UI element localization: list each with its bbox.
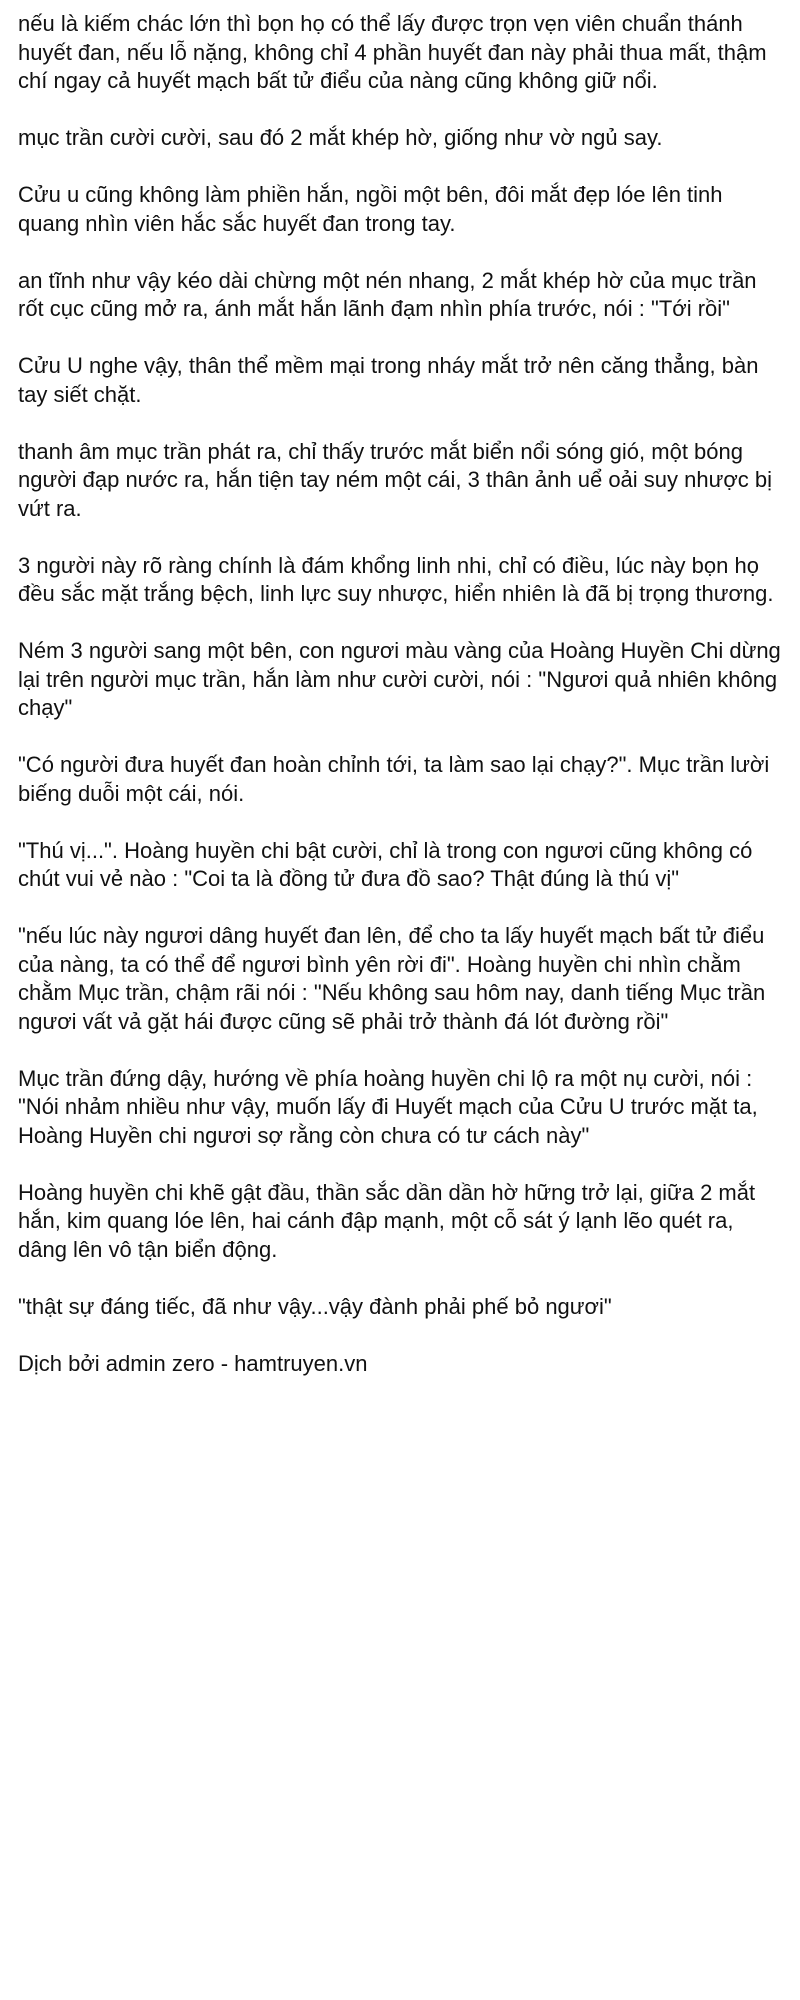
paragraph: Hoàng huyền chi khẽ gật đầu, thần sắc dần dần hờ hững trở lại, giữa 2 mắt hắn, kim quang lóe lên, hai cánh đập mạnh, một cỗ sát ý lạnh lẽo quét ra, dâng lên vô tận biển động. bbox=[18, 1179, 756, 1262]
chapter-text bbox=[18, 10, 788, 1378]
paragraph: "nếu lúc này ngươi dâng huyết đan lên, để cho ta lấy huyết mạch bất tử điểu của nàng, ta có thể để ngươi bình yên rời đi". Hoàng huyền chi nhìn chằm chằm Mục trần, chậm rãi nói : "Nếu không sau hôm nay, danh tiếng Mục trần ngươi vất vả gặt hái được cũng sẽ phải trở thành đá lót đường rồi" bbox=[18, 923, 766, 1034]
paragraph: Cửu u cũng không làm phiền hắn, ngồi một bên, đôi mắt đẹp lóe lên tinh quang nhìn viên hắc sắc huyết đan trong tay. bbox=[18, 182, 723, 236]
paragraph: Mục trần đứng dậy, hướng về phía hoàng huyền chi lộ ra một nụ cười, nói : "Nói nhảm nhiều như vậy, muốn lấy đi Huyết mạch của Cửu U trước mặt ta, Hoàng Huyền chi ngươi sợ rằng còn chưa có tư cách này" bbox=[18, 1065, 758, 1148]
paragraph: nếu là kiếm chác lớn thì bọn họ có thể lấy được trọn vẹn viên chuẩn thánh huyết đan, nếu lỗ nặng, không chỉ 4 phần huyết đan này phải thua mất, thậm chí ngay cả huyết mạch bất tử điểu của nàng cũng không giữ nổi. bbox=[18, 11, 767, 93]
paragraph: "thật sự đáng tiếc, đã như vậy...vậy đành phải phế bỏ ngươi" bbox=[18, 1293, 612, 1319]
translator-credit: Dịch bởi admin zero - hamtruyen.vn bbox=[18, 1350, 368, 1376]
paragraph: "Thú vị...". Hoàng huyền chi bật cười, chỉ là trong con ngươi cũng không có chút vui vẻ nào : "Coi ta là đồng tử đưa đồ sao? Thật đúng là thú vị" bbox=[18, 837, 753, 891]
paragraph: Cửu U nghe vậy, thân thể mềm mại trong nháy mắt trở nên căng thẳng, bàn tay siết chặt. bbox=[18, 353, 759, 407]
paragraph: mục trần cười cười, sau đó 2 mắt khép hờ, giống như vờ ngủ say. bbox=[18, 125, 663, 150]
paragraph: an tĩnh như vậy kéo dài chừng một nén nhang, 2 mắt khép hờ của mục trần rốt cục cũng mở ra, ánh mắt hắn lãnh đạm nhìn phía trước, nói : "Tới rồi" bbox=[18, 267, 757, 321]
paragraph: 3 người này rõ ràng chính là đám khổng linh nhi, chỉ có điều, lúc này bọn họ đều sắc mặt trắng bệch, linh lực suy nhược, hiển nhiên là đã bị trọng thương. bbox=[18, 552, 774, 606]
paragraph: Ném 3 người sang một bên, con ngươi màu vàng của Hoàng Huyền Chi dừng lại trên người mục trần, hắn làm như cười cười, nói : "Ngươi quả nhiên không chạy" bbox=[18, 638, 781, 720]
paragraph: "Có người đưa huyết đan hoàn chỉnh tới, ta làm sao lại chạy?". Mục trần lười biếng duỗi một cái, nói. bbox=[18, 752, 770, 806]
paragraph: thanh âm mục trần phát ra, chỉ thấy trước mắt biển nổi sóng gió, một bóng người đạp nước ra, hắn tiện tay ném một cái, 3 thân ảnh uể oải suy nhược bị vứt ra. bbox=[18, 438, 772, 521]
